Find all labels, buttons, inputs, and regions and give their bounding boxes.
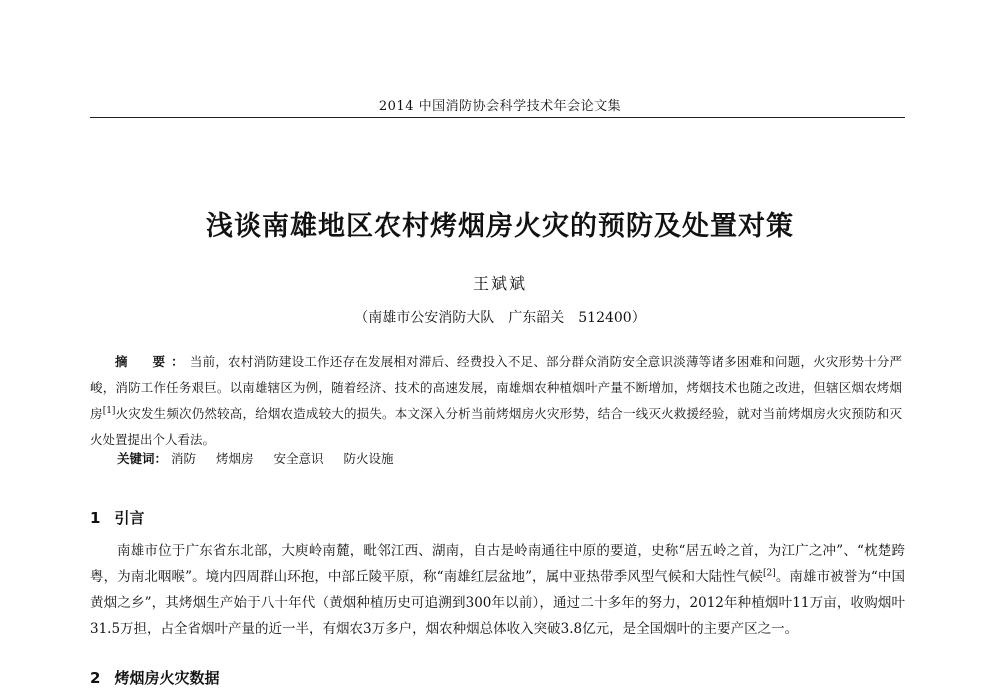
keyword-item: 烤烟房 [216,451,254,466]
section-title: 烤烟房火灾数据 [114,669,220,687]
header-divider [90,117,905,118]
abstract-text-continued: 火灾发生频次仍然较高，给烟农造成较大的损失。本文深入分析当前烤烟房火灾形势，结合一线灭火救援经验，就对当前烤烟房火灾预防和灭火处置提出个人看法。 [90,406,902,447]
keyword-item: 安全意识 [273,451,324,466]
section-heading [90,667,219,688]
paragraph-text: 南雄市位于广东省东北部，大庾岭南麓，毗邻江西、湖南，自古是岭南通往中原的要道，史称“居五岭之首，为江广之冲”、“枕楚跨粤，为南北咽喉”。境内四周群山环抱，中部丘陵平原，称“南雄红层盆地”，属中亚热带季风型气候和大陆性气候 [90,543,905,585]
keyword-item: 防火设施 [343,451,394,466]
abstract-text: 当前，农村消防建设工作还存在发展相对滞后、经费投入不足、部分群众消防安全意识淡薄等诸多困难和问题，火灾形势十分严峻，消防工作任务艰巨。以南雄辖区为例，随着经济、技术的高速发展，南雄烟农种植烟叶产量不断增加，烤烟技术也随之改进，但辖区烟农烤烟房 [90,354,902,421]
citation-ref: [2] [763,568,776,579]
paper-title: 浅谈南雄地区农村烤烟房火灾的预防及处置对策 [206,211,794,242]
abstract [90,349,902,453]
section-title: 引言 [114,509,145,527]
section-number: 1 [90,509,101,527]
section-number: 2 [90,669,101,687]
citation-ref: [1] [102,405,116,416]
keywords-label: 关键词： [117,451,168,466]
author-affiliation: （南雄市公安消防大队 广东韶关 512400） [354,310,646,326]
abstract-label: 摘 要： [115,354,190,369]
paragraph-text-continued: 。南雄市被誉为“中国黄烟之乡”，其烤烟生产始于八十年代（黄烟种植历史可追溯到300年以前），通过二十多年的努力，2012年种植烟叶11万亩，收购烟叶31.5万担，占全省烟叶产量的近一半，有烟农3万多户，烟农种烟总体收入突破3.8亿元，是全国烟叶的主要产区之一。 [90,569,905,637]
section-paragraph [90,538,905,642]
abstract-paragraph [90,349,902,453]
author-name: 王斌斌 [472,274,527,293]
running-header: 2014 中国消防协会科学技术年会论文集 [378,99,622,114]
keywords [117,448,902,470]
section-heading [90,507,144,528]
keyword-item: 消防 [171,451,197,466]
